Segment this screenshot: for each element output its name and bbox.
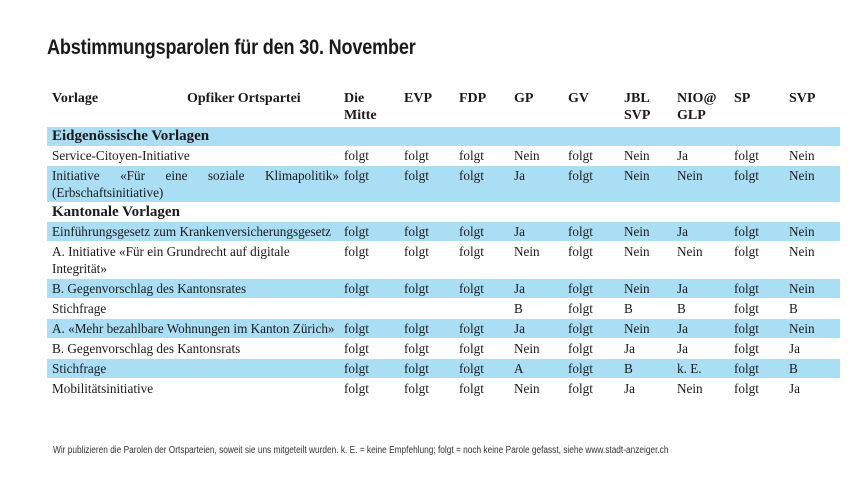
header-row (47, 88, 840, 127)
table-row (47, 222, 840, 242)
party-recommendation: folgt (729, 339, 784, 359)
party-recommendation: Ja (619, 339, 672, 359)
table-row (47, 146, 840, 166)
party-recommendation: folgt (399, 222, 454, 242)
table-row (47, 359, 840, 379)
party-recommendation: folgt (399, 339, 454, 359)
party-recommendation: Nein (509, 339, 563, 359)
party-recommendation: Nein (784, 279, 840, 299)
party-recommendation: B (784, 359, 840, 379)
party-recommendation: Nein (672, 379, 729, 399)
vorlage-label: A. «Mehr bezahlbare Wohnungen im Kanton Zürich» (47, 319, 339, 339)
section-header-row (47, 203, 840, 223)
table-row (47, 166, 840, 203)
table-row (47, 242, 840, 279)
table-row (47, 379, 840, 399)
party-recommendation: Ja (509, 319, 563, 339)
party-recommendation: folgt (729, 242, 784, 279)
party-recommendation: folgt (454, 359, 509, 379)
party-recommendation: Nein (619, 146, 672, 166)
party-recommendation: Nein (672, 166, 729, 203)
vorlage-label: Stichfrage (47, 299, 339, 319)
party-recommendation: Ja (672, 279, 729, 299)
header-party: SP (734, 91, 751, 106)
page-title: Abstimmungsparolen für den 30. November (47, 36, 416, 59)
party-recommendation: folgt (729, 319, 784, 339)
party-recommendation: A (509, 359, 563, 379)
party-recommendation: Nein (672, 242, 729, 279)
party-recommendation: folgt (454, 242, 509, 279)
party-recommendation: Nein (619, 242, 672, 279)
party-recommendation: Nein (784, 166, 840, 203)
party-recommendation: folgt (399, 166, 454, 203)
party-recommendation: Ja (784, 339, 840, 359)
party-recommendation: B (619, 299, 672, 319)
header-party: GP (514, 91, 534, 106)
party-recommendation: folgt (729, 359, 784, 379)
table-row (47, 279, 840, 299)
party-recommendation: folgt (339, 166, 399, 203)
party-recommendation: Nein (619, 166, 672, 203)
vorlage-label: B. Gegenvorschlag des Kantonsrats (47, 339, 339, 359)
table-row (47, 299, 840, 319)
party-recommendation: Ja (619, 379, 672, 399)
party-recommendation: Ja (784, 379, 840, 399)
table-body (47, 127, 840, 399)
party-recommendation: folgt (729, 166, 784, 203)
party-recommendation: folgt (729, 146, 784, 166)
party-recommendation: Ja (672, 319, 729, 339)
party-recommendation: folgt (563, 279, 619, 299)
party-recommendation: folgt (339, 319, 399, 339)
party-recommendation: folgt (454, 166, 509, 203)
party-recommendation: folgt (729, 222, 784, 242)
party-recommendation: folgt (454, 339, 509, 359)
party-recommendation: B (784, 299, 840, 319)
party-recommendation: Ja (509, 279, 563, 299)
section-title: Kantonale Vorlagen (52, 204, 180, 220)
party-recommendation: folgt (729, 379, 784, 399)
header-party: NIO@ GLP (677, 91, 717, 123)
table-row (47, 319, 840, 339)
party-recommendation: folgt (339, 146, 399, 166)
party-recommendation: folgt (563, 242, 619, 279)
party-recommendation: folgt (454, 222, 509, 242)
party-recommendation: folgt (454, 319, 509, 339)
table-row (47, 339, 840, 359)
party-recommendation: Nein (509, 379, 563, 399)
party-recommendation: Nein (784, 319, 840, 339)
party-recommendation: folgt (339, 339, 399, 359)
vorlage-label: Initiative «Für eine soziale Klimapolitik» (Erbschaftsinitiative) (47, 166, 339, 203)
party-recommendation: folgt (339, 279, 399, 299)
party-recommendation: B (509, 299, 563, 319)
voting-recommendations-table (47, 88, 840, 399)
party-recommendation: folgt (563, 379, 619, 399)
party-recommendation: folgt (454, 279, 509, 299)
header-party: Die Mitte (344, 91, 377, 123)
party-recommendation: folgt (729, 279, 784, 299)
party-recommendation: folgt (563, 359, 619, 379)
vorlage-label: B. Gegenvorschlag des Kantonsrates (47, 279, 339, 299)
party-recommendation: k. E. (672, 359, 729, 379)
party-recommendation: Ja (672, 339, 729, 359)
header-party: GV (568, 91, 589, 106)
party-recommendation: folgt (399, 242, 454, 279)
party-recommendation: folgt (563, 339, 619, 359)
party-recommendation: folgt (399, 146, 454, 166)
party-recommendation: Nein (784, 222, 840, 242)
party-recommendation: Nein (784, 146, 840, 166)
party-recommendation: folgt (339, 359, 399, 379)
party-recommendation: folgt (454, 379, 509, 399)
party-recommendation: folgt (339, 379, 399, 399)
header-ortspartei-label: Opfiker Ortspartei (187, 91, 301, 106)
header-party: FDP (459, 91, 487, 106)
party-recommendation: Nein (619, 319, 672, 339)
section-title: Eidgenössische Vorlagen (47, 127, 840, 146)
header-party: EVP (404, 91, 432, 106)
party-recommendation: folgt (563, 319, 619, 339)
party-recommendation: Nein (509, 242, 563, 279)
party-recommendation (454, 299, 509, 319)
header-vorlage-label: Vorlage (52, 91, 99, 106)
party-recommendation: folgt (339, 222, 399, 242)
party-recommendation: Ja (509, 166, 563, 203)
vorlage-label: Mobilitätsinitiative (47, 379, 339, 399)
party-recommendation: Nein (619, 279, 672, 299)
party-recommendation: folgt (399, 359, 454, 379)
party-recommendation: Nein (784, 242, 840, 279)
party-recommendation: folgt (563, 299, 619, 319)
party-recommendation: folgt (729, 299, 784, 319)
party-recommendation: B (619, 359, 672, 379)
party-recommendation: Ja (672, 222, 729, 242)
party-recommendation: folgt (339, 242, 399, 279)
party-recommendation: folgt (563, 166, 619, 203)
party-recommendation: folgt (563, 146, 619, 166)
party-recommendation: Nein (509, 146, 563, 166)
party-recommendation: Ja (509, 222, 563, 242)
party-recommendation: folgt (563, 222, 619, 242)
party-recommendation: folgt (399, 279, 454, 299)
header-party: SVP (789, 91, 816, 106)
section-header-row (47, 127, 840, 146)
vorlage-label: Service-Citoyen-Initiative (47, 146, 339, 166)
header-party: JBL SVP (624, 91, 651, 123)
party-recommendation: B (672, 299, 729, 319)
vorlage-label: A. Initiative «Für ein Grundrecht auf digitale Integrität» (47, 242, 339, 279)
party-recommendation (399, 299, 454, 319)
party-recommendation: Ja (672, 146, 729, 166)
footnote: Wir publizieren die Parolen der Ortsparteien, soweit sie uns mitgeteilt wurden. k. E. = keine Empfehlung; folgt = noch keine Parole gefasst, siehe www.stadt-anzeiger.ch (53, 445, 669, 456)
vorlage-label: Einführungsgesetz zum Krankenversicherungsgesetz (47, 222, 339, 242)
party-recommendation (339, 299, 399, 319)
header-vorlage (47, 88, 339, 127)
vorlage-label: Stichfrage (47, 359, 339, 379)
party-recommendation: folgt (454, 146, 509, 166)
party-recommendation: folgt (399, 319, 454, 339)
party-recommendation: Nein (619, 222, 672, 242)
party-recommendation: folgt (399, 379, 454, 399)
